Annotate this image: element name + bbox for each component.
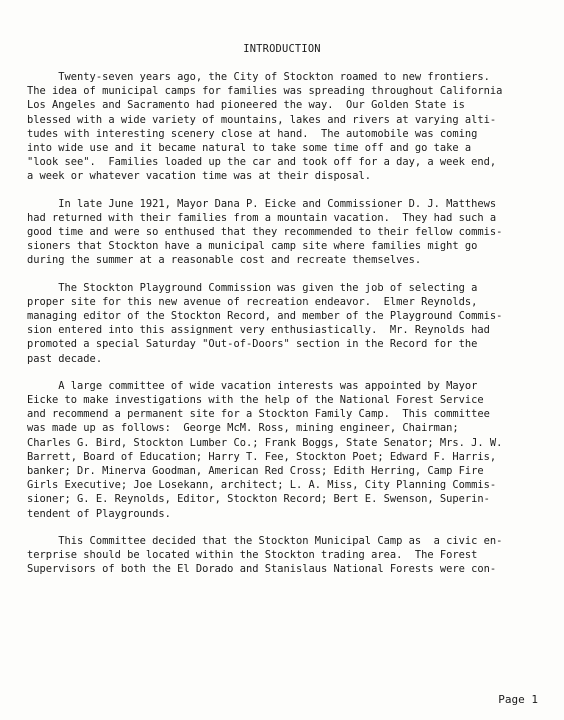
paragraph-4: [27, 379, 547, 521]
text-line: The idea of municipal camps for families was spreading throughout California: [27, 85, 503, 98]
text-line: terprise should be located within the Stockton trading area. The Forest: [27, 549, 478, 562]
text-line: had returned with their families from a mountain vacation. They had such a: [27, 211, 497, 224]
text-line: Barrett, Board of Education; Harry T. Fee, Stockton Poet; Edward F. Harris,: [27, 450, 497, 463]
text-line: tudes with interesting scenery close at hand. The automobile was coming: [27, 127, 478, 140]
text-line: good time and were so enthused that they recommended to their fellow commis-: [27, 226, 503, 239]
text-line: Girls Executive; Joe Losekann, architect; L. A. Miss, City Planning Commis-: [27, 479, 497, 492]
paragraph-1: [27, 70, 547, 184]
text-line: In late June 1921, Mayor Dana P. Eicke and Commissioner D. J. Matthews: [27, 197, 497, 210]
text-line: Eicke to make investigations with the help of the National Forest Service: [27, 394, 484, 407]
text-line: banker; Dr. Minerva Goodman, American Red Cross; Edith Herring, Camp Fire: [27, 465, 484, 478]
text-line: Supervisors of both the El Dorado and Stanislaus National Forests were con-: [27, 563, 497, 576]
paragraph-3: [27, 281, 547, 366]
text-line: during the summer at a reasonable cost and recreate themselves.: [27, 254, 422, 267]
page-title: INTRODUCTION: [243, 43, 321, 55]
text-line: sioner; G. E. Reynolds, Editor, Stockton Record; Bert E. Swenson, Superin-: [27, 493, 490, 506]
text-line: A large committee of wide vacation interests was appointed by Mayor: [27, 379, 478, 392]
paragraph-2: [27, 197, 547, 268]
text-line: Los Angeles and Sacramento had pioneered the way. Our Golden State is: [27, 99, 465, 112]
text-line: sioners that Stockton have a municipal camp site where families might go: [27, 240, 478, 253]
text-line: and recommend a permanent site for a Stockton Family Camp. This committee: [27, 408, 490, 421]
text-line: into wide use and it became natural to take some time off and go take a: [27, 142, 472, 155]
text-line: This Committee decided that the Stockton Municipal Camp as a civic en-: [27, 534, 503, 547]
text-line: managing editor of the Stockton Record, and member of the Playground Commis-: [27, 310, 503, 323]
text-line: promoted a special Saturday "Out-of-Doors" section in the Record for the: [27, 338, 478, 351]
document-body: [27, 70, 547, 590]
text-line: tendent of Playgrounds.: [27, 507, 171, 520]
page-number: Page 1: [498, 693, 538, 706]
text-line: "look see". Families loaded up the car and took off for a day, a week end,: [27, 156, 497, 169]
text-line: blessed with a wide variety of mountains, lakes and rivers at varying alti-: [27, 113, 497, 126]
text-line: The Stockton Playground Commission was given the job of selecting a: [27, 281, 478, 294]
text-line: past decade.: [27, 352, 103, 365]
text-line: sion entered into this assignment very enthusiastically. Mr. Reynolds had: [27, 324, 490, 337]
text-line: was made up as follows: George McM. Ross, mining engineer, Chairman;: [27, 422, 459, 435]
paragraph-5: [27, 534, 547, 577]
text-line: Twenty-seven years ago, the City of Stockton roamed to new frontiers.: [27, 71, 490, 83]
text-line: Charles G. Bird, Stockton Lumber Co.; Frank Boggs, State Senator; Mrs. J. W.: [27, 436, 503, 449]
text-line: proper site for this new avenue of recreation endeavor. Elmer Reynolds,: [27, 295, 478, 308]
text-line: a week or whatever vacation time was at their disposal.: [27, 170, 372, 183]
